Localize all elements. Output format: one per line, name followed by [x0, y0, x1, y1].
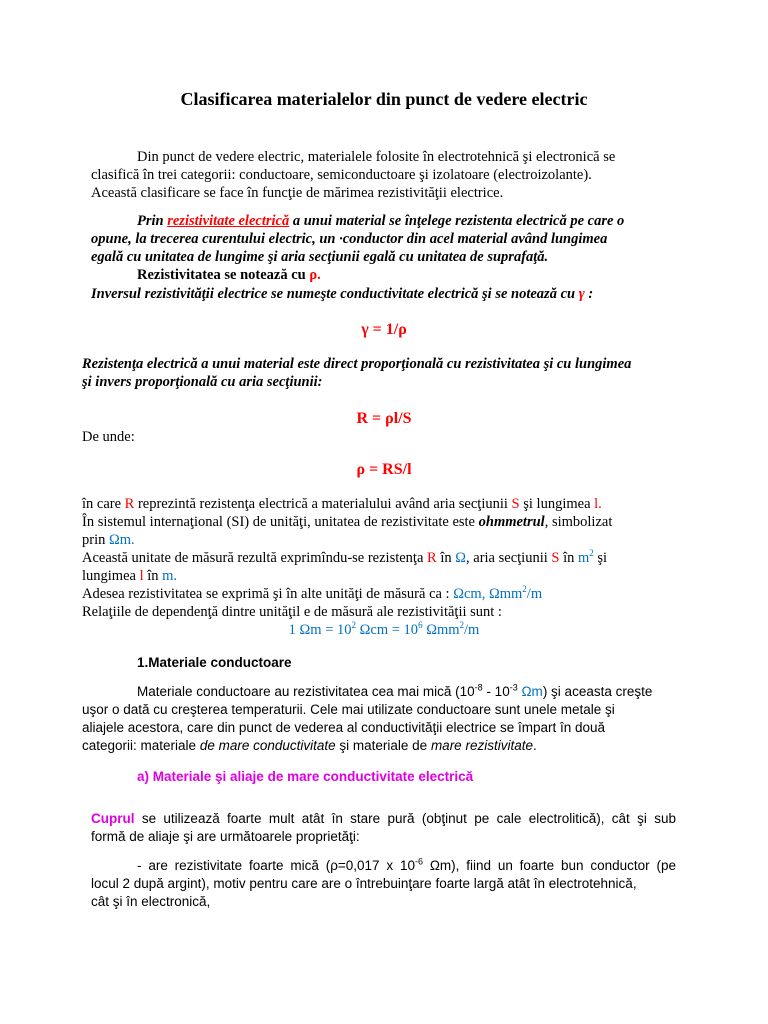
proportionality-line-2: şi invers proporţională cu aria secţiunii: [82, 374, 323, 390]
notation-text: Rezistivitatea se notează cu [137, 267, 310, 283]
cupru-line-1 [91, 810, 676, 828]
rel-b: Ωcm = 10 [356, 622, 419, 638]
property-line-2: locul 2 după argint), motiv pentru care are o întrebuinţare foarte largă atât în electrotehnică, [91, 876, 637, 891]
symbol-l: l. [594, 496, 602, 512]
body-line-4 [82, 549, 607, 567]
subsection-heading: a) Materiale şi aliaje de mare conductivitate electrică [137, 769, 474, 784]
rel-c: Ωmm [422, 622, 460, 638]
alt-units-a: Ωcm, Ωmm [453, 586, 523, 602]
b5b: în [143, 568, 163, 584]
c4a: categorii: materiale [82, 738, 200, 753]
symbol-R: R [124, 496, 135, 512]
c4c: şi materiale de [335, 738, 431, 753]
unit-meter: m. [162, 568, 178, 584]
gamma-symbol: γ [578, 286, 585, 302]
section-heading: 1.Materiale conductoare [137, 655, 292, 670]
b4b: în [436, 550, 456, 566]
inverse-line [91, 285, 593, 303]
definition-line-2: opune, la trecerea curentului electric, un ·conductor din acel material având lungimea [91, 231, 608, 247]
property-line-1 [91, 857, 676, 875]
body-line-1 [82, 495, 602, 513]
c1a: Materiale conductoare au rezistivitatea cea mai mică (10 [137, 684, 475, 699]
alt-units-b: /m [526, 586, 543, 602]
cupru-line-2: formă de aliaje şi are următoarele proprietăţi: [91, 829, 360, 844]
b1a: în care [82, 496, 125, 512]
b4d: în [559, 550, 578, 566]
sup-2c: 2 [351, 620, 357, 631]
c1b: - 10 [482, 684, 510, 699]
cu1: se utilizează foarte mult atât în stare pură (obţinut pe cale electrolitică), cât şi sub [134, 811, 676, 826]
body-line-2 [82, 513, 612, 531]
formula-conductivity: γ = 1/ρ [361, 321, 407, 338]
cupru-term: Cuprul [91, 811, 135, 826]
p1a: - are rezistivitate foarte mică (ρ=0,017 x 10 [137, 858, 415, 873]
sup-2: 2 [589, 548, 594, 559]
b5a: lungimea [82, 568, 140, 584]
rel-a: 1 Ωm = 10 [288, 622, 352, 638]
b4e: şi [593, 550, 608, 566]
b6a: Adesea rezistivitatea se exprimă şi în alte unităţi de măsură ca : [82, 586, 454, 602]
sup-6: 6 [418, 620, 423, 631]
sup-2b: 2 [522, 584, 527, 595]
body-line-3 [82, 531, 135, 549]
notation-line [137, 266, 321, 284]
definition-line-1 [137, 212, 624, 230]
unit-relation [0, 621, 768, 639]
cond-line-1 [137, 683, 652, 701]
definition-rest: a unui material se înţelege rezistenta electrică pe care o [289, 213, 625, 229]
definition-prefix: Prin [137, 213, 168, 229]
unit-m: m [577, 550, 590, 566]
c1d: ) şi aceasta creşte [542, 684, 653, 699]
b2c: , simbolizat [544, 514, 613, 530]
sup-m3: -3 [509, 682, 518, 693]
b2a: În sistemul internaţional (SI) de unităţi, unitatea de rezistivitate este [82, 514, 479, 530]
cond-line-4 [82, 737, 537, 755]
sup-m8: -8 [474, 682, 483, 693]
formula-resistance: R = ρl/S [356, 410, 412, 427]
symbol-l-2: l [139, 568, 144, 584]
sup-2d: 2 [459, 620, 465, 631]
sup-m6: -6 [414, 856, 423, 867]
b1c: şi lungimea [519, 496, 595, 512]
page-title: Clasificarea materialelor din punct de vedere electric [180, 89, 588, 109]
alt-units [453, 586, 542, 602]
rel-d: /m [464, 622, 480, 638]
intro-line-1: Din punct de vedere electric, materialele folosite în electrotehnică şi electronică se [137, 149, 616, 165]
c4b: de mare conductivitate [199, 738, 336, 753]
inverse-text: Inversul rezistivităţii electrice se numeşte conductivitate electrică şi se notează cu [91, 286, 579, 302]
property-line-3: cât şi în electronică, [91, 894, 211, 909]
body-line-7: Relaţiile de dependenţă dintre unităţil e de măsură ale rezistivităţii sunt : [82, 604, 502, 620]
de-unde-label: De unde: [82, 429, 135, 445]
b4a: Această unitate de măsură rezultă exprimîndu-se rezistenţa [82, 550, 428, 566]
c4d: mare rezistivitate [430, 738, 533, 753]
intro-line-2: clasifică în trei categorii: conductoare, semiconductoare şi izolatoare (electroizolante). [91, 167, 592, 183]
c4e: . [532, 738, 537, 753]
ohmmetrul-term: ohmmetrul [478, 514, 545, 530]
inverse-colon: : [584, 286, 594, 302]
definition-line-3: egală cu unitatea de lungime şi aria secţiunii egală cu unitatea de suprafaţă. [91, 249, 549, 265]
symbol-S-2: S [551, 550, 560, 566]
intro-line-3: Această clasificare se face în funcţie de mărimea rezistivităţii electrice. [91, 185, 504, 201]
b1b: reprezintă rezistenţa electrică a materialului având aria secţiunii [134, 496, 512, 512]
formula-resistivity: ρ = RS/l [356, 461, 412, 478]
cond-line-3: aliajele acestora, care din punct de vederea al conductivităţii electrice se împart în două [82, 720, 606, 735]
unit-ohm-m: Ωm [517, 684, 543, 699]
cond-line-2: uşor o dată cu creşterea temperaturii. Cele mai utilizate conductoare sunt unele metale şi [82, 702, 615, 717]
b4c: , aria secţiunii [466, 550, 552, 566]
p1b: Ωm), fiind un foarte bun conductor (pe [422, 858, 676, 873]
body-line-6 [82, 585, 542, 603]
unit-m2 [578, 550, 594, 566]
rho-symbol: ρ. [309, 267, 321, 283]
symbol-S: S [511, 496, 520, 512]
body-line-5 [82, 567, 177, 585]
proportionality-line-1: Rezistenţa electrică a unui material este direct proporţională cu rezistivitatea şi cu lungimea [82, 356, 632, 372]
unit-ohm: Ω [455, 550, 467, 566]
unit-ohm-meter: Ωm. [108, 532, 135, 548]
definition-term: rezistivitate electrică [167, 213, 290, 229]
b3a: prin [82, 532, 109, 548]
symbol-R-2: R [427, 550, 437, 566]
